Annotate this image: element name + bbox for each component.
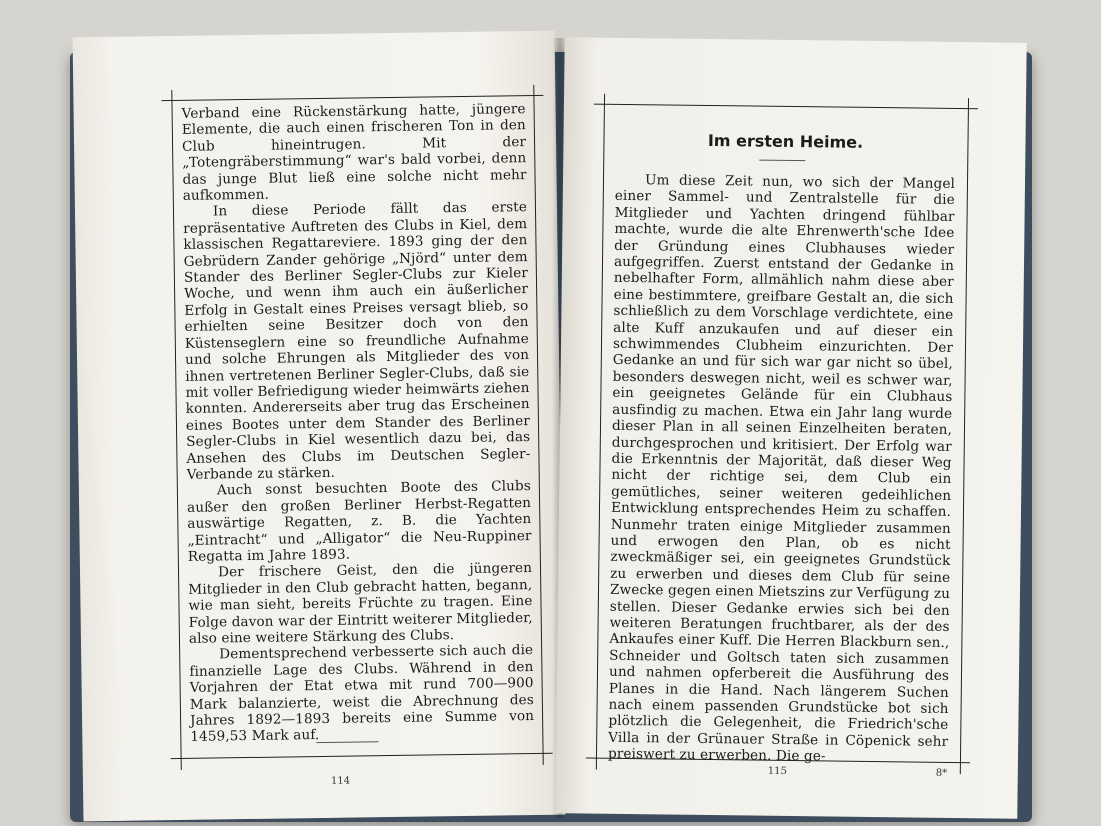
right-page-number: 115	[767, 765, 787, 777]
left-paragraph: Verband eine Rückenstärkung hatte, jüngere Elemente, die auch einen frischeren Ton in den Club hineintrugen. Mit der „Totengräberstimmung“ war's bald vorbei, denn das junge Blut ließ eine solche nicht mehr aufkommen.	[181, 101, 527, 204]
left-paragraph: In diese Periode fällt das erste repräsentative Auftreten des Clubs in Kiel, dem klassischen Regattareviere. 1893 ging der den Gebrüdern Zander gehörige „Njörd“ unter dem Stander des Berliner Segler-Clubs zur Kieler Woche, und wenn ihm auch ein äußerlicher Erfolg in Gestalt eines Preises versagt blieb, so erhielten seine Besitzer doch von den Küstenseglern eine so freundliche Aufnahme und solche Ehrungen als Mitglieder des von ihnen vertretenen Berliner Segler-Clubs, daß sie mit voller Befriedigung wieder heimwärts ziehen konnten. Andererseits aber trug das Erscheinen eines Bootes unter dem Stander des Berliner Segler-Clubs in Kiel wesentlich dazu bei, das Ansehen des Clubs im Deutschen Segler-Verbande zu stärken.	[183, 199, 531, 483]
right-page-body	[608, 172, 955, 767]
left-page	[73, 31, 566, 822]
left-page-body	[182, 101, 535, 746]
left-paragraph: Der frischere Geist, den die jüngeren Mitglieder in den Club gebracht hatten, begann, wie man sieht, bereits Früchte zu tragen. Eine Folge davon war der Eintritt weiterer Mitglieder, also eine weitere Stärkung des Clubs.	[188, 560, 533, 647]
right-paragraph: Um diese Zeit nun, wo sich der Mangel einer Sammel- und Zentralstelle für die Mitglieder und Yachten dringend fühlbar machte, wurde die alte Ehrenwerth'sche Idee der Gründung eines Clubhauses wieder aufgegriffen. Zuerst entstand der Gedanke in nebelhafter Form, allmählich nahm diese aber eine bestimmtere, greifbare Gestalt an, die sich schließlich zu dem Vorschlage verdichtete, eine alte Kuff anzukaufen und auf dieser ein schwimmendes Clubheim einzurichten. Der Gedanke an und für sich war gar nicht so übel, besonders deswegen nicht, weil es schwer war, ein geeignetes Gelände für ein Clubhaus ausfindig zu machen. Etwa ein Jahr lang wurde dieser Plan in all seinen Einzelheiten beraten, durchgesprochen und kritisiert. Der Erfolg war die Erkenntnis der Majorität, daß dieser Weg nicht der richtige sei, dem Club ein gemütliches, seiner weiteren gedeihlichen Entwicklung entsprechendes Heim zu schaffen. Nunmehr traten einige Mitglieder zusammen und erwogen den Plan, ob es nicht zweckmäßiger sei, ein geeignetes Grundstück zu erwerben und dieses dem Club für seine Zwecke gegen einen Mietszins zur Verfügung zu stellen. Dieser Gedanke erwies sich bei den weiteren Beratungen fruchtbarer, als der des Ankaufes einer Kuff. Die Herren Blackburn sen., Schneider und Goltsch taten sich zusammen und nahmen opferbereit die Ausführung des Planes in die Hand. Nach längerem Suchen nach einem passenden Grundstücke bot sich plötzlich die Gelegenheit, die Friedrich'sche Villa in der Grünauer Straße in Cöpenick sehr preiswert zu erwerben. Die ge-	[607, 172, 956, 765]
left-page-number: 114	[330, 775, 351, 787]
chapter-title: Im ersten Heime.	[707, 130, 864, 152]
left-paragraph: Dementsprechend verbesserte sich auch die finanzielle Lage des Clubs. Während in den Vorjahren der Etat etwa mit rund 700—900 Mark balanzierte, weist die Abrechnung des Jahres 1892—1893 bereits eine Summe von 1459,53 Mark auf.	[189, 642, 535, 746]
left-paragraph: Auch sonst besuchten Boote des Clubs außer den großen Berliner Herbst-Regatten auswärtige Regatten, z. B. die Yachten „Eintracht“ und „Alligator“ die Neu-Ruppiner Regatta im Jahre 1893.	[187, 478, 532, 565]
title-rule	[759, 160, 805, 162]
signature-mark: 8*	[935, 767, 948, 779]
right-page	[555, 37, 1026, 819]
